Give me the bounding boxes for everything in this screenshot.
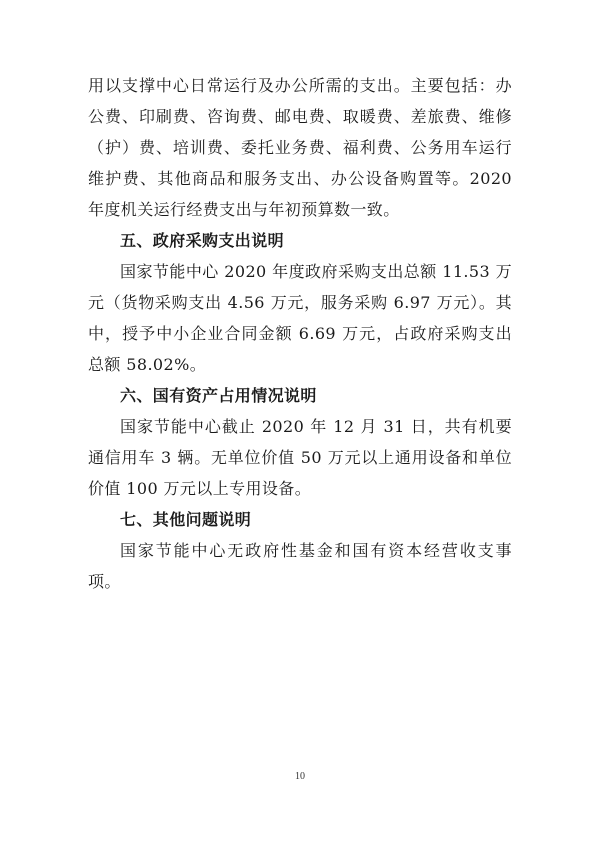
section-heading-procurement: 五、政府采购支出说明 [120, 231, 285, 250]
page-number: 10 [295, 771, 305, 782]
paragraph-procurement: 国家节能中心 2020 年度政府采购支出总额 11.53 万元（货物采购支出 4.56 万元，服务采购 6.97 万元）。其中，授予中小企业合同金额 6.69 万元，占政府采购支出总额 58.02%。 [88, 262, 512, 374]
section-heading-other-issues: 七、其他问题说明 [120, 510, 252, 529]
paragraph-operating-expenses: 用以支撑中心日常运行及办公所需的支出。主要包括：办公费、印刷费、咨询费、邮电费、取暖费、差旅费、维修（护）费、培训费、委托业务费、福利费、公务用车运行维护费、其他商品和服务支出、办公设备购置等。2020 年度机关运行经费支出与年初预算数一致。 [88, 76, 512, 219]
section-heading-state-assets: 六、国有资产占用情况说明 [120, 386, 317, 405]
page-body [88, 70, 512, 597]
paragraph-state-assets: 国家节能中心截止 2020 年 12 月 31 日，共有机要通信用车 3 辆。无单位价值 50 万元以上通用设备和单位价值 100 万元以上专用设备。 [88, 417, 512, 498]
paragraph-other-issues: 国家节能中心无政府性基金和国有资本经营收支事项。 [88, 541, 512, 591]
